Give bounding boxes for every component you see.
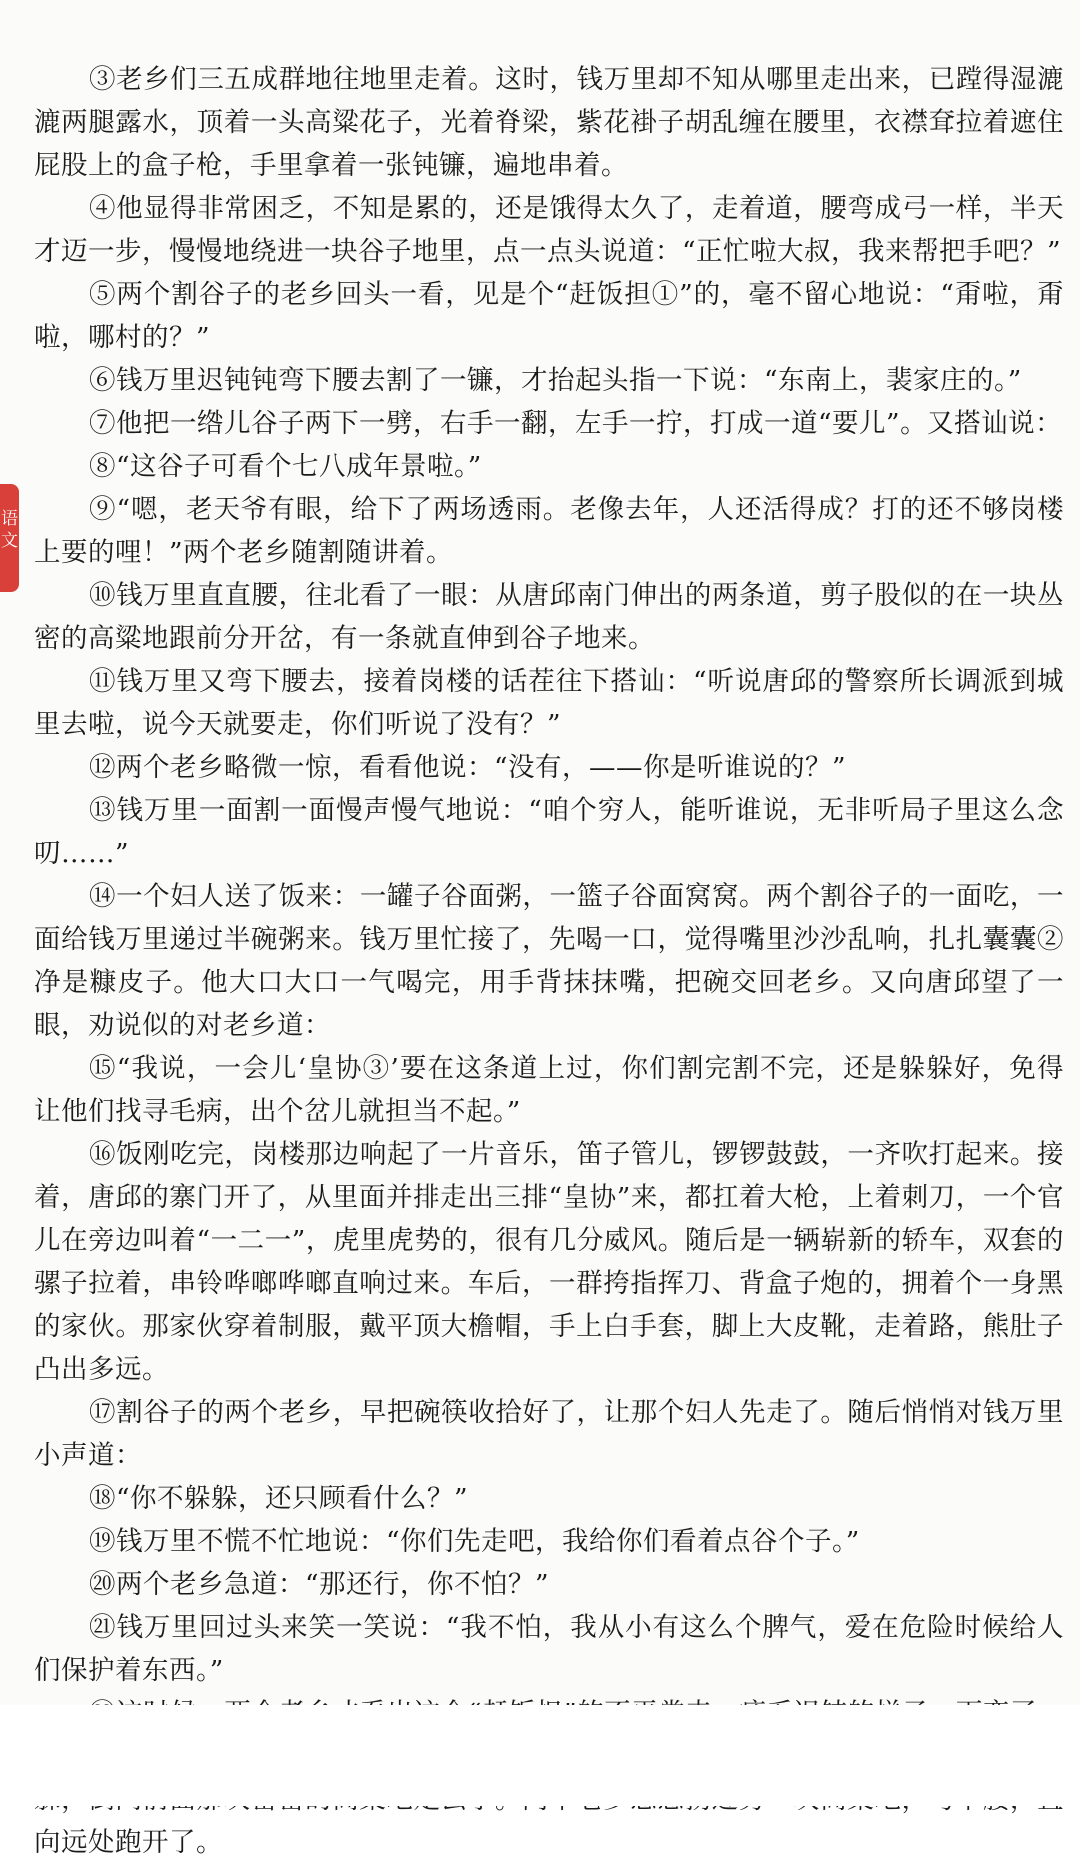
paragraph-15: ⑮“我说，一会儿‘皇协③’要在这条道上过，你们割完割不完，还是躲躲好，免得让他们找寻毛病，出个岔儿就担当不起。” (34, 1053, 1064, 1127)
paragraph-6: ⑥钱万里迟钝钝弯下腰去割了一镰，才抬起头指一下说：“东南上，裴家庄的。” (89, 365, 1022, 396)
paragraph-3: ③老乡们三五成群地往地里走着。这时，钱万里却不知从哪里走出来，已蹚得湿漉漉两腿露水，顶着一头高粱花子，光着脊梁，紫花褂子胡乱缠在腰里，衣襟耷拉着遮住屁股上的盒子枪，手里拿着一张钝镰，遍地串着。 (34, 64, 1064, 181)
paragraph-10: ⑩钱万里直直腰，往北看了一眼：从唐邱南门伸出的两条道，剪子股似的在一块丛密的高粱地跟前分开岔，有一条就直伸到谷子地来。 (34, 580, 1064, 654)
paragraph-16: ⑯饭刚吃完，岗楼那边响起了一片音乐，笛子管儿，锣锣鼓鼓，一齐吹打起来。接着，唐邱的寨门开了，从里面并排走出三排“皇协”来，都扛着大枪，上着刺刀，一个官儿在旁边叫着“一二一”，虎里虎势的，很有几分威风。随后是一辆崭新的轿车，双套的骡子拉着，串铃哗啷哗啷直响过来。车后，一群挎指挥刀、背盒子炮的，拥着个一身黑的家伙。那家伙穿着制服，戴平顶大檐帽，手上白手套，脚上大皮靴，走着路，熊肚子凸出多远。 (34, 1139, 1064, 1385)
article-body (34, 58, 1064, 1864)
paragraph-19: ⑲钱万里不慌不忙地说：“你们先走吧，我给你们看着点谷个子。” (89, 1526, 860, 1557)
paragraph-20: ⑳两个老乡急道：“那还行，你不怕？” (89, 1569, 550, 1600)
paragraph-18: ⑱“你不躲躲，还只顾看什么？” (89, 1483, 469, 1514)
subject-side-tab (0, 484, 19, 592)
side-tab-label: 语文 (1, 509, 18, 551)
paragraph-7: ⑦他把一绺儿谷子两下一劈，右手一翻，左手一拧，打成一道“要儿”。又搭讪说： (89, 408, 1063, 439)
paragraph-12: ⑫两个老乡略微一惊，看看他说：“没有，——你是听谁说的？” (89, 752, 847, 783)
paragraph-5: ⑤两个割谷子的老乡回头一看，见是个“赶饭担①”的，毫不留心地说：“甭啦，甭啦，哪村的？” (34, 279, 1064, 353)
paragraph-9: ⑨“嗯，老天爷有眼，给下了两场透雨。老像去年，人还活得成？打的还不够岗楼上要的哩！”两个老乡随割随讲着。 (34, 494, 1064, 568)
page-bottom-margin (0, 1705, 1080, 1806)
paragraph-13: ⑬钱万里一面割一面慢声慢气地说：“咱个穷人，能听谁说，无非听局子里这么念叨……” (34, 795, 1064, 869)
paragraph-4: ④他显得非常困乏，不知是累的，还是饿得太久了，走着道，腰弯成弓一样，半天才迈一步，慢慢地绕进一块谷子地里，点一点头说道：“正忙啦大叔，我来帮把手吧？” (34, 193, 1064, 267)
paragraph-11: ⑪钱万里又弯下腰去，接着岗楼的话茬往下搭讪：“听说唐邱的警察所长调派到城里去啦，说今天就要走，你们听说了没有？” (34, 666, 1064, 740)
paragraph-21: ㉑钱万里回过头来笑一笑说：“我不怕，我从小有这么个脾气，爱在危险时候给人们保护着东西。” (34, 1612, 1064, 1686)
paragraph-17: ⑰割谷子的两个老乡，早把碗筷收拾好了，让那个妇人先走了。随后悄悄对钱万里小声道： (34, 1397, 1064, 1471)
paragraph-14: ⑭一个妇人送了饭来：一罐子谷面粥，一篮子谷面窝窝。两个割谷子的一面吃，一面给钱万里递过半碗粥来。钱万里忙接了，先喝一口，觉得嘴里沙沙乱响，扎扎囊囊②净是糠皮子。他大口大口一气喝完，用手背抹抹嘴，把碗交回老乡。又向唐邱望了一眼，劝说似的对老乡道： (34, 881, 1064, 1041)
paragraph-8: ⑧“这谷子可看个七八成年景啦。” (89, 451, 482, 482)
paragraph-22: 向远处跑开了。 (34, 1827, 223, 1858)
